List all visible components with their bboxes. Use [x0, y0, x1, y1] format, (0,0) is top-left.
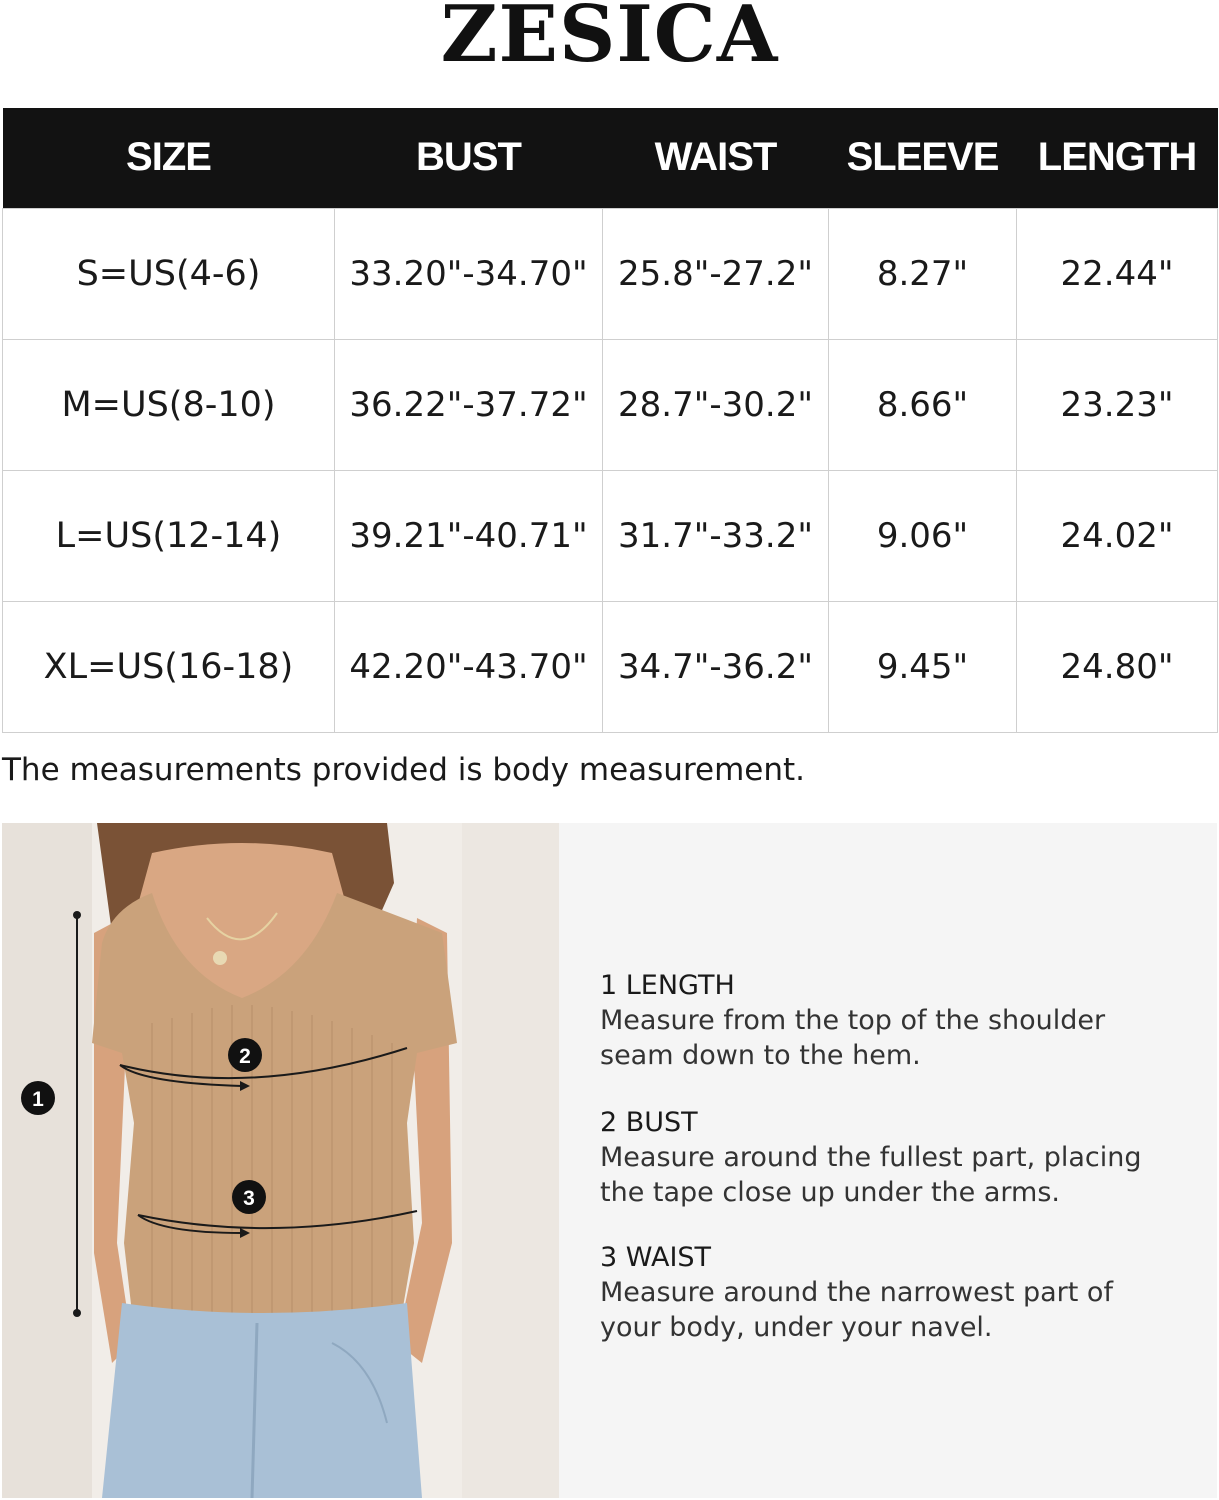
model-photo [2, 823, 559, 1498]
cell-length: 23.23" [1017, 339, 1218, 470]
table-row [3, 470, 1218, 601]
cell-waist: 34.7"-36.2" [603, 601, 829, 732]
marker-2-label: 2 [239, 1045, 251, 1068]
cell-size: XL=US(16-18) [3, 601, 335, 732]
cell-sleeve: 9.06" [829, 470, 1017, 601]
guide-length-desc-line1: Measure from the top of the shoulder [600, 1005, 1106, 1036]
guide-bust-desc-line1: Measure around the fullest part, placing [600, 1142, 1142, 1173]
cell-bust: 33.20"-34.70" [335, 208, 603, 339]
size-chart-table [2, 108, 1218, 733]
header-size: SIZE [3, 108, 335, 208]
guide-waist-desc-line2: your body, under your navel. [600, 1312, 993, 1343]
header-bust: BUST [335, 108, 603, 208]
table-row [3, 339, 1218, 470]
header-sleeve: SLEEVE [829, 108, 1017, 208]
measurement-note: The measurements provided is body measurement. [2, 752, 806, 788]
marker-1-label: 1 [32, 1088, 44, 1111]
table-row [3, 601, 1218, 732]
guide-bust [600, 1106, 1200, 1210]
header-length: LENGTH [1017, 108, 1218, 208]
cell-waist: 28.7"-30.2" [603, 339, 829, 470]
guide-bust-desc-line2: the tape close up under the arms. [600, 1177, 1060, 1208]
cell-length: 24.80" [1017, 601, 1218, 732]
cell-sleeve: 8.66" [829, 339, 1017, 470]
cell-size: S=US(4-6) [3, 208, 335, 339]
guide-waist-title: 3 WAIST [600, 1242, 712, 1273]
cell-bust: 42.20"-43.70" [335, 601, 603, 732]
cell-waist: 31.7"-33.2" [603, 470, 829, 601]
header-waist: WAIST [603, 108, 829, 208]
guide-waist-desc-line1: Measure around the narrowest part of [600, 1277, 1113, 1308]
guide-length-desc-line2: seam down to the hem. [600, 1040, 921, 1071]
table-row [3, 208, 1218, 339]
guide-waist [600, 1241, 1200, 1345]
cell-waist: 25.8"-27.2" [603, 208, 829, 339]
measurement-guide [559, 823, 1217, 1498]
cell-bust: 39.21"-40.71" [335, 470, 603, 601]
cell-bust: 36.22"-37.72" [335, 339, 603, 470]
guide-length [600, 969, 1200, 1073]
cell-length: 22.44" [1017, 208, 1218, 339]
marker-3-label: 3 [243, 1187, 255, 1210]
guide-bust-title: 2 BUST [600, 1107, 698, 1138]
cell-size: L=US(12-14) [3, 470, 335, 601]
cell-length: 24.02" [1017, 470, 1218, 601]
cell-sleeve: 8.27" [829, 208, 1017, 339]
table-header-row [3, 108, 1218, 208]
guide-length-title: 1 LENGTH [600, 970, 735, 1001]
cell-sleeve: 9.45" [829, 601, 1017, 732]
cell-size: M=US(8-10) [3, 339, 335, 470]
brand-logo: ZESICA [440, 0, 779, 80]
